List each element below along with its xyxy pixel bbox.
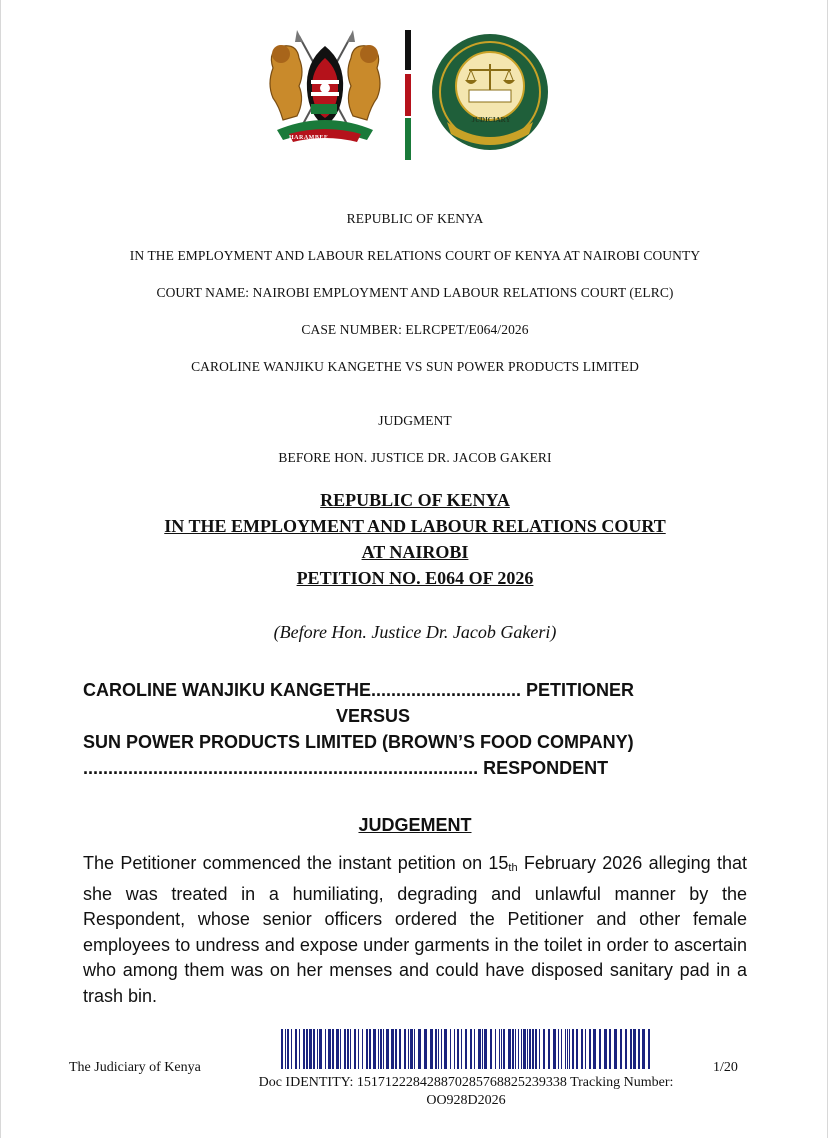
barcode-bar <box>362 1029 363 1069</box>
barcode-bar <box>633 1029 636 1069</box>
barcode-bar <box>474 1029 475 1069</box>
barcode-bar <box>347 1029 349 1069</box>
barcode-bar <box>638 1029 640 1069</box>
barcode-bar <box>558 1029 559 1069</box>
barcode-bar <box>309 1029 312 1069</box>
barcode-bar <box>291 1029 292 1069</box>
barcode-bar <box>303 1029 305 1069</box>
barcode-bar <box>328 1029 331 1069</box>
header-court: IN THE EMPLOYMENT AND LABOUR RELATIONS COURT OF KENYA AT NAIROBI COUNTY <box>129 248 701 263</box>
barcode-bar <box>418 1029 421 1069</box>
barcode-bar <box>478 1029 481 1069</box>
header-republic: REPUBLIC OF KENYA <box>346 211 484 226</box>
barcode-bar <box>408 1029 409 1069</box>
coat-motto: HARAMBEE <box>289 135 329 141</box>
barcode-bar <box>490 1029 492 1069</box>
barcode-bar <box>535 1029 537 1069</box>
barcode-icon <box>281 1029 651 1069</box>
barcode-bar <box>499 1029 500 1069</box>
barcode-bar <box>585 1029 586 1069</box>
barcode-bar <box>604 1029 607 1069</box>
barcode-bar <box>581 1029 583 1069</box>
barcode-bar <box>529 1029 531 1069</box>
barcode-bar <box>391 1029 394 1069</box>
seal-top-text: JUDICIARY <box>471 116 511 124</box>
barcode-bar <box>561 1029 562 1069</box>
barcode-bar <box>369 1029 371 1069</box>
barcode-bar <box>532 1029 534 1069</box>
barcode-bar <box>521 1029 522 1069</box>
versus-line: VERSUS <box>335 706 411 726</box>
doc-identity: Doc IDENTITY: 151712228428870285768825239338 Tracking Number: OO928D2026 <box>258 1075 674 1108</box>
ordinal-suffix: th <box>508 862 518 874</box>
barcode-bar <box>539 1029 540 1069</box>
respondent-name: SUN POWER PRODUCTS LIMITED (BROWN’S FOOD COMPANY) <box>83 732 634 752</box>
kenya-coat-of-arms-icon <box>259 28 391 146</box>
header-court-name: COURT NAME: NAIROBI EMPLOYMENT AND LABOUR RELATIONS COURT (ELRC) <box>156 285 674 300</box>
barcode-bar <box>630 1029 632 1069</box>
title-petition-number: PETITION NO. E064 OF 2026 <box>296 568 534 588</box>
barcode-bar <box>295 1029 297 1069</box>
barcode-bar <box>435 1029 437 1069</box>
barcode-bar <box>366 1029 368 1069</box>
barcode-bar <box>404 1029 406 1069</box>
barcode-bar <box>336 1029 339 1069</box>
barcode-bar <box>625 1029 627 1069</box>
barcode-bar <box>410 1029 413 1069</box>
barcode-bar <box>340 1029 341 1069</box>
barcode-bar <box>299 1029 300 1069</box>
barcode-bar <box>501 1029 502 1069</box>
barcode-bar <box>332 1029 334 1069</box>
barcode-bar <box>454 1029 455 1069</box>
barcode-bar <box>567 1029 568 1069</box>
respondent-line: ............................................................................... RESPONDENT <box>83 758 609 778</box>
barcode-bar <box>378 1029 379 1069</box>
barcode-bar <box>527 1029 528 1069</box>
barcode-bar <box>313 1029 315 1069</box>
barcode-bar <box>354 1029 356 1069</box>
header-judgment: JUDGMENT <box>378 413 452 428</box>
barcode-bar <box>444 1029 447 1069</box>
barcode-bar <box>438 1029 439 1069</box>
page-number: 1/20 <box>713 1060 738 1075</box>
paragraph-part-2: February 2026 alleging that she was treated in a humiliating, degrading and unlawful manner by the Respondent, whose senior officers ordered the Petitioner and other female employees to undress and expose under garments in the toilet in order to ascertain who among them was on her menses and could have disposed sanitary pad in a trash bin. <box>83 853 747 1006</box>
barcode-bar <box>576 1029 578 1069</box>
barcode-bar <box>609 1029 611 1069</box>
barcode-bar <box>548 1029 550 1069</box>
barcode-bar <box>424 1029 427 1069</box>
barcode-bar <box>373 1029 376 1069</box>
barcode-bar <box>470 1029 472 1069</box>
judgement-paragraph <box>83 851 747 1009</box>
barcode-bar <box>358 1029 359 1069</box>
title-location: AT NAIROBI <box>361 542 469 562</box>
barcode-bar <box>319 1029 322 1069</box>
title-republic: REPUBLIC OF KENYA <box>320 490 510 510</box>
barcode-bar <box>386 1029 389 1069</box>
kenya-flag-bar <box>405 30 411 160</box>
barcode-bar <box>344 1029 346 1069</box>
barcode-bar <box>620 1029 622 1069</box>
barcode-bar <box>642 1029 645 1069</box>
barcode-bar <box>317 1029 318 1069</box>
barcode-bar <box>589 1029 591 1069</box>
barcode-bar <box>572 1029 574 1069</box>
barcode-bar <box>484 1029 487 1069</box>
emblem-row <box>1 28 828 163</box>
title-court: IN THE EMPLOYMENT AND LABOUR RELATIONS COURT <box>164 516 666 536</box>
barcode-bar <box>599 1029 601 1069</box>
barcode-bar <box>399 1029 401 1069</box>
barcode-bar <box>512 1029 514 1069</box>
title-block <box>1 487 828 591</box>
barcode-bar <box>648 1029 650 1069</box>
barcode-bar <box>495 1029 496 1069</box>
footer-judiciary: The Judiciary of Kenya <box>69 1060 201 1075</box>
petitioner-line: CAROLINE WANJIKU KANGETHE.............................. PETITIONER <box>83 680 635 700</box>
barcode-bar <box>325 1029 326 1069</box>
parties-block <box>83 677 763 781</box>
barcode-bar <box>430 1029 433 1069</box>
barcode-bar <box>281 1029 283 1069</box>
barcode-bar <box>508 1029 511 1069</box>
barcode-bar <box>515 1029 516 1069</box>
barcode-bar <box>287 1029 289 1069</box>
barcode-bar <box>614 1029 617 1069</box>
barcode-bar <box>503 1029 505 1069</box>
barcode-bar <box>350 1029 351 1069</box>
header-before: BEFORE HON. JUSTICE DR. JACOB GAKERI <box>278 450 552 465</box>
barcode-bar <box>285 1029 286 1069</box>
barcode-bar <box>518 1029 519 1069</box>
paragraph-part-1: The Petitioner commenced the instant petition on 15 <box>83 853 509 873</box>
barcode-bar <box>565 1029 566 1069</box>
barcode-bar <box>457 1029 459 1069</box>
barcode-bar <box>523 1029 526 1069</box>
barcode-bar <box>465 1029 467 1069</box>
barcode-bar <box>414 1029 415 1069</box>
barcode-bar <box>383 1029 384 1069</box>
barcode-bar <box>553 1029 556 1069</box>
barcode-bar <box>306 1029 308 1069</box>
barcode-bar <box>593 1029 596 1069</box>
judgement-heading: JUDGEMENT <box>358 815 472 835</box>
barcode-bar <box>441 1029 442 1069</box>
barcode-bar <box>569 1029 570 1069</box>
barcode-bar <box>450 1029 451 1069</box>
header-parties: CAROLINE WANJIKU KANGETHE VS SUN POWER PRODUCTS LIMITED <box>191 359 639 374</box>
barcode-bar <box>461 1029 462 1069</box>
barcode-bar <box>543 1029 545 1069</box>
header-case-number: CASE NUMBER: ELRCPET/E064/2026 <box>301 322 529 337</box>
seal-bottom-text: REPUBLIC OF KENYA <box>462 156 520 162</box>
barcode-bar <box>482 1029 483 1069</box>
barcode-bar <box>380 1029 382 1069</box>
before-justice: (Before Hon. Justice Dr. Jacob Gakeri) <box>273 622 557 642</box>
judiciary-seal-icon <box>429 30 551 158</box>
barcode-bar <box>395 1029 397 1069</box>
